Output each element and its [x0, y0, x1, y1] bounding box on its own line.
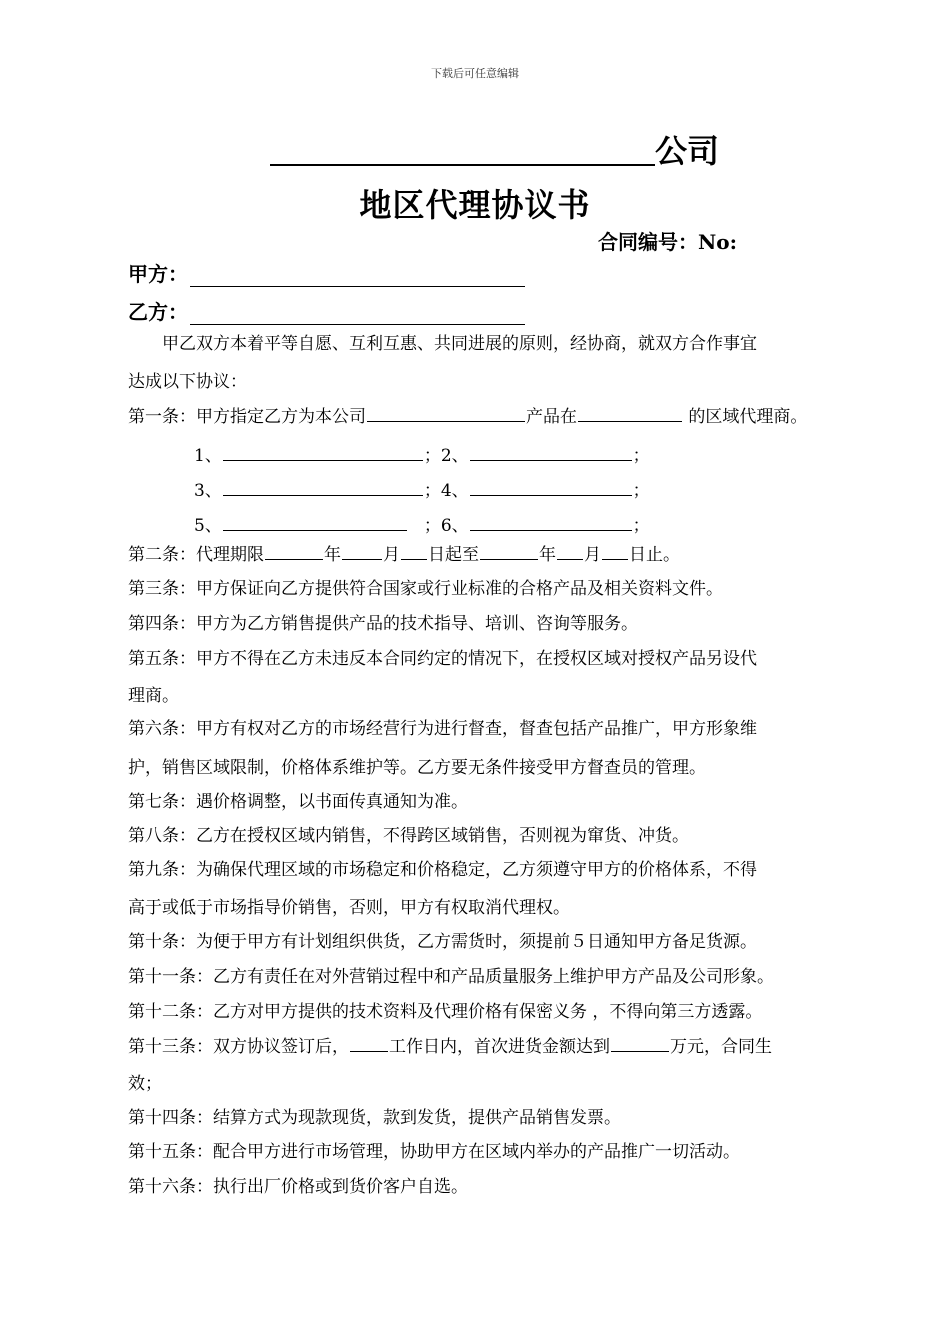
article-1 — [128, 399, 858, 436]
amount-blank[interactable] — [611, 1033, 669, 1052]
article-3: 第三条：甲方保证向乙方提供符合国家或行业标准的合格产品及相关资料文件。 — [128, 579, 723, 599]
enum-blank-5[interactable] — [223, 512, 407, 531]
day-from-label: 日起至 — [428, 545, 479, 565]
article-5-line-1: 第五条：甲方不得在乙方未违反本合同约定的情况下，在授权区域对授权产品另设代 — [128, 649, 757, 669]
enum-num-2: ；2、 — [423, 446, 469, 466]
month-label: 月 — [383, 545, 400, 565]
party-b-label: 乙方： — [128, 300, 188, 324]
day-end-label: 日止。 — [629, 545, 680, 565]
enum-blank-4[interactable] — [470, 477, 632, 496]
enum-end-3: ； — [632, 516, 650, 536]
header-note: 下载后可任意编辑 — [431, 67, 519, 80]
article-6-line-1: 第六条：甲方有权对乙方的市场经营行为进行督查，督查包括产品推广，甲方形象维 — [128, 719, 757, 739]
article-6-line-2: 护，销售区域限制，价格体系维护等。乙方要无条件接受甲方督查员的管理。 — [128, 758, 706, 778]
enum-blank-6[interactable] — [470, 512, 632, 531]
start-month-blank[interactable] — [342, 541, 382, 560]
article-11: 第十一条：乙方有责任在对外营销过程中和产品质量服务上维护甲方产品及公司形象。 — [128, 967, 774, 987]
workdays-blank[interactable] — [350, 1033, 388, 1052]
start-day-blank[interactable] — [401, 541, 427, 560]
article-1-part-c: 的区域代理商。 — [683, 407, 808, 427]
article-10: 第十条：为便于甲方有计划组织供货，乙方需货时，须提前５日通知甲方备足货源。 — [128, 932, 757, 952]
enum-row-1 — [194, 441, 650, 466]
article-12: 第十二条：乙方对甲方提供的技术资料及代理价格有保密义务 ，不得向第三方透露。 — [128, 1002, 763, 1022]
end-day-blank[interactable] — [602, 541, 628, 560]
year-label: 年 — [324, 545, 341, 565]
article-1-part-a: 第一条：甲方指定乙方为本公司 — [128, 407, 366, 427]
party-a-blank[interactable] — [190, 264, 525, 287]
article-4: 第四条：甲方为乙方销售提供产品的技术指导、培训、咨询等服务。 — [128, 614, 638, 634]
region-blank[interactable] — [578, 403, 682, 422]
article-13-part-c: 万元，合同生 — [670, 1037, 772, 1057]
party-a-label: 甲方： — [128, 262, 188, 286]
contract-number: 合同编号：No: — [598, 230, 738, 254]
article-8: 第八条：乙方在授权区域内销售，不得跨区域销售，否则视为窜货、冲货。 — [128, 826, 689, 846]
year-label-2: 年 — [539, 545, 556, 565]
end-month-blank[interactable] — [557, 541, 583, 560]
month-label-2: 月 — [584, 545, 601, 565]
article-2 — [128, 537, 858, 574]
intro-line-2: 达成以下协议： — [128, 372, 247, 392]
enum-row-2 — [194, 476, 650, 501]
party-b — [128, 296, 525, 325]
article-5-line-2: 理商。 — [128, 686, 179, 706]
enum-end-2: ； — [632, 481, 650, 501]
party-a — [128, 258, 525, 287]
enum-num-3: 3、 — [194, 481, 222, 501]
article-1-part-b: 产品在 — [526, 407, 577, 427]
article-14: 第十四条：结算方式为现款现货，款到发货，提供产品销售发票。 — [128, 1108, 621, 1128]
intro-line-1: 甲乙双方本着平等自愿、互利互惠、共同进展的原则，经协商，就双方合作事宜 — [162, 334, 757, 354]
company-name-line — [270, 128, 730, 172]
enum-num-1: 1、 — [194, 446, 222, 466]
end-year-blank[interactable] — [480, 541, 538, 560]
enum-blank-2[interactable] — [470, 442, 632, 461]
article-9-line-2: 高于或低于市场指导价销售，否则，甲方有权取消代理权。 — [128, 898, 570, 918]
document-title: 地区代理协议书 — [359, 186, 591, 224]
product-blank[interactable] — [367, 403, 525, 422]
article-13 — [128, 1029, 858, 1066]
enum-end-1: ； — [632, 446, 650, 466]
enum-blank-1[interactable] — [223, 442, 423, 461]
party-b-blank[interactable] — [190, 302, 525, 325]
article-9-line-1: 第九条：为确保代理区域的市场稳定和价格稳定，乙方须遵守甲方的价格体系，不得 — [128, 860, 757, 880]
company-name-blank[interactable] — [270, 128, 655, 166]
enum-num-4: ；4、 — [423, 481, 469, 501]
enum-num-5: 5、 — [194, 516, 222, 536]
enum-num-6: ；6、 — [423, 516, 469, 536]
article-13-line-2: 效； — [128, 1074, 162, 1094]
enum-row-3 — [194, 511, 650, 536]
article-13-part-b: 工作日内，首次进货金额达到 — [389, 1037, 610, 1057]
article-16: 第十六条：执行出厂价格或到货价客户自选。 — [128, 1177, 468, 1197]
enum-blank-3[interactable] — [223, 477, 423, 496]
article-13-part-a: 第十三条：双方协议签订后， — [128, 1037, 349, 1057]
article-7: 第七条：遇价格调整，以书面传真通知为准。 — [128, 792, 468, 812]
article-15: 第十五条：配合甲方进行市场管理，协助甲方在区域内举办的产品推广一切活动。 — [128, 1142, 740, 1162]
article-2-label: 第二条：代理期限 — [128, 545, 264, 565]
start-year-blank[interactable] — [265, 541, 323, 560]
company-suffix: 公司 — [655, 132, 720, 170]
